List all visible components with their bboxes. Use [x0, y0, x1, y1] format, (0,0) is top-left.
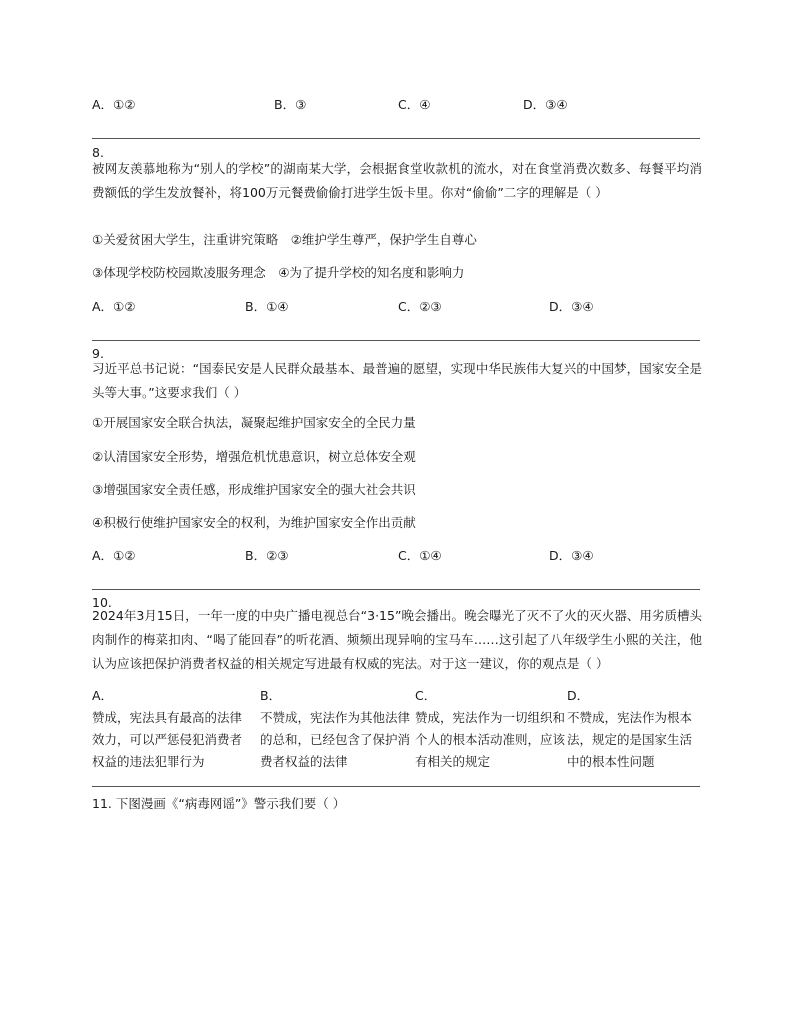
q10-choice-d[interactable] — [567, 685, 703, 773]
q8-option-c[interactable]: C．②③ — [398, 299, 442, 314]
q10-choice-d-text: 不赞成，宪法作为根本法，规定的是国家生活中的根本性问题 — [567, 710, 693, 769]
q10-choice-c-text: 赞成，宪法作为一切组织和个人的根本活动准则，应该有相关的规定 — [415, 710, 566, 769]
q10-choice-d-label: D． — [567, 688, 590, 703]
q10-choice-a[interactable] — [92, 685, 242, 773]
q7-option-c[interactable]: C．④ — [398, 97, 431, 112]
q9-option-d[interactable]: D．③④ — [549, 548, 594, 563]
q8-option-a[interactable]: A．①② — [92, 299, 136, 314]
q9-item-3: ③增强国家安全责任感，形成维护国家安全的强大社会共识 — [92, 482, 416, 497]
q9-item-2: ②认清国家安全形势，增强危机忧患意识，树立总体安全观 — [92, 449, 416, 464]
q7-option-d[interactable]: D．③④ — [523, 97, 568, 112]
divider-q8 — [92, 138, 700, 139]
q8-item-2: ③体现学校防校园欺凌服务理念 ④为了提升学校的知名度和影响力 — [92, 265, 465, 280]
q9-option-a[interactable]: A．①② — [92, 548, 136, 563]
q7-option-a[interactable]: A．①② — [92, 97, 136, 112]
q9-option-b[interactable]: B．②③ — [245, 548, 289, 563]
q10-stem: 2024年3月15日，一年一度的中央广播电视总台“3·15”晚会播出。晚会曝光了灭不了火的灭火器、用劣质槽头肉制作的梅菜扣肉、“喝了能回春”的听花酒、频频出现异响的宝马车……这引起了八年级学生小熙的关注，他认为应该把保护消费者权益的相关规定写进最有权威的宪法。对于这一建议，你的观点是（ ） — [92, 608, 702, 671]
q9-option-c[interactable]: C．①④ — [398, 548, 442, 563]
q10-choice-c-label: C． — [415, 688, 437, 703]
divider-q9 — [92, 340, 700, 341]
divider-q11 — [92, 786, 700, 787]
q8-item-1: ①关爱贫困大学生，注重讲究策略 ②维护学生尊严，保护学生自尊心 — [92, 232, 477, 247]
q8-number: 8. — [92, 145, 104, 160]
q10-choice-b-text: 不赞成，宪法作为其他法律的总和，已经包含了保护消费者权益的法律 — [260, 710, 411, 769]
q10-choice-b-label: B． — [260, 688, 282, 703]
q10-choice-b[interactable] — [260, 685, 410, 773]
q10-number: 10. — [92, 595, 112, 610]
q8-stem: 被网友羡慕地称为“别人的学校”的湖南某大学，会根据食堂收款机的流水，对在食堂消费次数多、每餐平均消费额低的学生发放餐补，将100万元餐费偷偷打进学生饭卡里。你对“偷偷”二字的理解是（ ） — [92, 161, 702, 200]
q10-choice-a-text: 赞成，宪法具有最高的法律效力，可以严惩侵犯消费者权益的违法犯罪行为 — [92, 710, 243, 769]
q9-stem: 习近平总书记说：“国泰民安是人民群众最基本、最普遍的愿望，实现中华民族伟大复兴的中国梦，国家安全是头等大事。”这要求我们（ ） — [92, 361, 702, 400]
q10-choice-c[interactable] — [415, 685, 565, 773]
q9-item-1: ①开展国家安全联合执法，凝聚起维护国家安全的全民力量 — [92, 415, 416, 430]
q7-option-b[interactable]: B．③ — [274, 97, 307, 112]
q8-option-b[interactable]: B．①④ — [245, 299, 289, 314]
q8-option-d[interactable]: D．③④ — [549, 299, 594, 314]
q11-stem: 11. 下图漫画《“病毒网谣”》警示我们要（ ） — [92, 796, 346, 811]
q9-number: 9. — [92, 346, 104, 361]
q9-item-4: ④积极行使维护国家安全的权利，为维护国家安全作出贡献 — [92, 515, 416, 530]
divider-q10 — [92, 589, 700, 590]
q10-choice-a-label: A． — [92, 688, 114, 703]
